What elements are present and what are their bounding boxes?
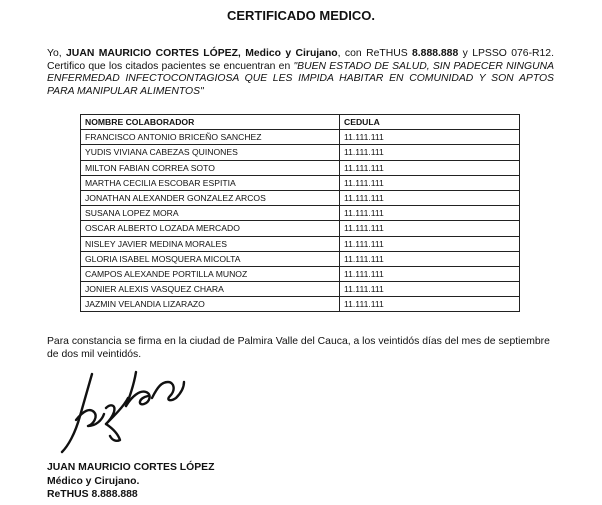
collaborator-name: MILTON FABIAN CORREA SOTO [81,160,340,175]
signer-rethus [47,488,214,502]
intro-lead: Yo, [47,48,67,59]
signer-rethus-number: 8.888.888 [91,489,138,500]
collaborator-cedula: 11.111.111 [340,282,520,297]
collaborator-name: YUDIS VIVIANA CABEZAS QUINONES [81,145,340,160]
intro-sep: , [237,48,246,59]
signer-title: Médico y Cirujano. [47,475,140,487]
table-row [81,266,520,281]
rethus-number: 8.888.888 [412,48,459,59]
intro-rethus-text: , con ReTHUS [337,48,413,59]
table-row [81,221,520,236]
collaborator-cedula: 11.111.111 [340,236,520,251]
collaborator-name: OSCAR ALBERTO LOZADA MERCADO [81,221,340,236]
document-title: CERTIFICADO MEDICO. [226,8,376,23]
collaborator-name: GLORIA ISABEL MOSQUERA MICOLTA [81,251,340,266]
table-row [81,251,520,266]
collaborator-name: JONATHAN ALEXANDER GONZALEZ ARCOS [81,190,340,205]
collaborator-name: JONIER ALEXIS VASQUEZ CHARA [81,282,340,297]
collaborator-cedula: 11.111.111 [340,160,520,175]
collaborator-cedula: 11.111.111 [340,130,520,145]
collaborator-name: NISLEY JAVIER MEDINA MORALES [81,236,340,251]
doctor-title: Medico y Cirujano [245,48,338,59]
table-row [81,206,520,221]
collaborator-cedula: 11.111.111 [340,266,520,281]
collaborator-name: SUSANA LOPEZ MORA [81,206,340,221]
table-row [81,160,520,175]
closing-paragraph: Para constancia se firma en la ciudad de Palmira Valle del Cauca, a los veintidós días del mes de septiembre de dos mil veintidós. [47,336,550,360]
collaborator-cedula: 11.111.111 [340,145,520,160]
table-row [81,236,520,251]
collaborator-name: MARTHA CECILIA ESCOBAR ESPITIA [81,175,340,190]
table-row [81,130,520,145]
column-header-name: NOMBRE COLABORADOR [81,115,340,130]
certification-paragraph [47,48,554,98]
table-row [81,297,520,312]
table-row [81,190,520,205]
table-row [81,175,520,190]
table-header-row [81,115,520,130]
table-row [81,282,520,297]
handwritten-signature [58,368,218,458]
collaborator-cedula: 11.111.111 [340,206,520,221]
signer-name: JUAN MAURICIO CORTES LÓPEZ [47,462,215,473]
collaborator-name: CAMPOS ALEXANDE PORTILLA MUNOZ [81,266,340,281]
collaborator-cedula: 11.111.111 [340,221,520,236]
collaborator-cedula: 11.111.111 [340,297,520,312]
column-header-cedula: CEDULA [340,115,520,130]
collaborator-name: FRANCISCO ANTONIO BRICEÑO SANCHEZ [81,130,340,145]
collaborator-cedula: 11.111.111 [340,190,520,205]
health-statement: "BUEN ESTADO DE SALUD, SIN PADECER NINGUNA ENFERMEDAD INFECTOCONTAGIOSA QUE LES IMPIDA HABITAR EN COMUNIDAD Y SON APTOS PARA MANIPULAR ALIMENTOS" [47,60,555,97]
table-row [81,145,520,160]
collaborator-cedula: 11.111.111 [340,251,520,266]
collaborator-name: JAZMIN VELANDIA LIZARAZO [81,297,340,312]
doctor-name: JUAN MAURICIO CORTES LÓPEZ [66,48,238,59]
signature-block [47,461,214,502]
collaborator-cedula: 11.111.111 [340,175,520,190]
collaborators-table [80,114,520,312]
intro-certify-text: y LPSSO 076-R12. Certifico que los citados pacientes se encuentran en [47,48,554,72]
rethus-label: ReTHUS [47,489,89,500]
